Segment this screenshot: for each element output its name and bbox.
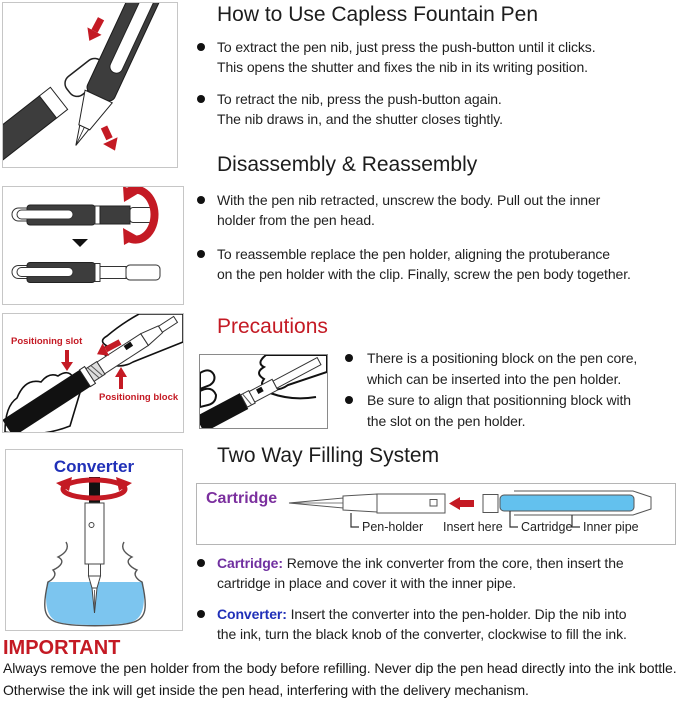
bullet-dot [197,196,205,204]
unscrew-illustration [2,186,184,305]
diagram-cap [483,495,498,513]
left-finger [200,370,215,389]
converter-illustration [5,449,183,631]
bullet-dot [345,396,353,404]
precaution-bullet-1 [344,348,637,390]
press-arrow-icon [82,15,108,45]
diagram-cartridge-label: Cartridge [206,490,278,507]
section-title-disassembly: Disassembly & Reassembly [217,153,478,176]
bullet-line: There is a positioning block on the pen core, [367,350,638,366]
bullet-line: cartridge in place and cover it with the inner pipe. [217,575,517,591]
important-title: IMPORTANT [3,637,121,659]
unscrew-illustration-svg [3,187,183,304]
bullet-line [217,553,624,573]
bullet-dot [197,250,205,258]
bullet-line: Be sure to align that positionning block with [367,392,631,408]
bullet-line: the ink, turn the black knob of the converter, clockwise to fill the ink. [217,626,627,642]
slot-arrow-icon [61,350,73,371]
important-line: Otherwise the ink will get inside the pen head, interfering with the delivery mechanism. [3,682,529,698]
diagram-cartridge [500,495,634,511]
section-title-how-to-use: How to Use Capless Fountain Pen [217,3,538,26]
bullet-line: holder from the pen head. [217,212,375,228]
bullet-dot [197,559,205,567]
bullet-line [217,604,627,624]
bullet-line: The nib draws in, and the shutter closes tightly. [217,111,503,127]
bullet-line: With the pen nib retracted, unscrew the body. Pull out the inner [217,192,601,208]
howto-bullet-1 [196,37,596,77]
bullet-line: To reassemble replace the pen holder, aligning the protuberance [217,246,610,262]
cartridge-bullet [196,553,624,593]
bullet-dot [197,43,205,51]
bullet-line-text: Remove the ink converter from the core, then insert the [286,555,624,571]
left-finger [200,389,216,407]
bullet-line-text: Insert the converter into the pen-holder. Dip the nib into [290,606,627,622]
howto-bullet-2 [196,89,503,129]
bullet-line: which can be inserted into the pen holder. [367,371,622,387]
block-arrow-icon [115,367,127,389]
bullet-line: the slot on the pen holder. [367,413,526,429]
disassembly-bullet-2 [196,244,631,284]
important-line: Always remove the pen holder from the body before refilling. Never dip the pen head directly into the ink bottle. [3,660,677,676]
precaution-bullet-2 [344,390,631,432]
bullet-line: This opens the shutter and fixes the nib in its writing position. [217,59,588,75]
section-title-precautions: Precautions [217,315,328,338]
disassembly-bullet-1 [196,190,600,230]
cartridge-lead: Cartridge: [217,555,283,571]
step-arrow-icon [72,239,88,247]
hands-illustration [199,354,328,429]
converter-lead: Converter: [217,606,287,622]
push-button-illustration-svg [3,3,177,167]
bullet-line: on the pen holder with the clip. Finally, screw the pen body together. [217,266,631,282]
diagram-label-inner-pipe: Inner pipe [583,520,639,534]
positioning-slot-label: Positioning slot [11,336,83,347]
converter-bullet [196,604,627,644]
converter-illustration-svg [6,450,182,630]
hands-illustration-svg [200,355,327,428]
bullet-dot [197,610,205,618]
bullet-line: To retract the nib, press the push-button again. [217,91,502,107]
positioning-block-label: Positioning block [99,392,179,403]
filling-system-diagram [196,483,676,545]
bullet-line: To extract the pen nib, just press the push-button until it clicks. [217,39,596,55]
diagram-label-pen-holder: Pen-holder [362,520,424,534]
converter-illustration-label: Converter [53,457,135,476]
insert-arrow-icon [449,497,474,510]
bullet-dot [345,354,353,362]
section-title-two-way: Two Way Filling System [217,444,440,467]
bullet-dot [197,95,205,103]
positioning-illustration [2,313,184,433]
diagram-label-insert-here: Insert here [443,520,503,534]
diagram-label-cartridge: Cartridge [521,520,573,534]
push-button-illustration [2,2,178,168]
extract-arrow-icon [97,124,122,154]
positioning-illustration-svg [3,314,183,432]
